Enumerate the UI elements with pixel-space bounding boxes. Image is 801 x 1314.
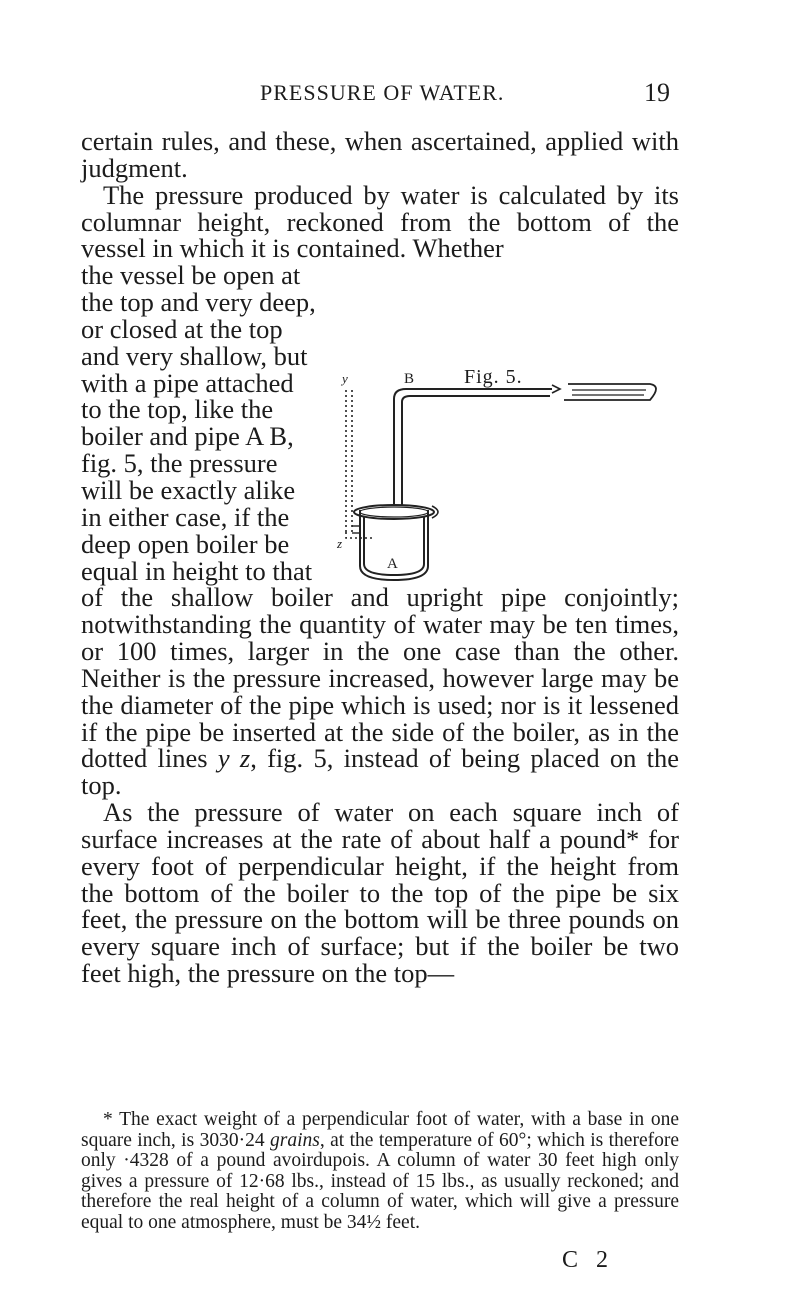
narrow-line: the top and very deep, <box>81 287 316 318</box>
paragraph-2-continued <box>81 584 679 799</box>
footnote-part-1: * The exact weight of a perpendicular foot of water, with a base in one square inch, is 3030·24 <box>81 1109 679 1151</box>
footnote-text <box>81 1110 679 1234</box>
narrow-text-block <box>81 262 333 584</box>
dotted-lines-label: y z <box>217 743 251 774</box>
label-b: B <box>404 371 415 387</box>
footnote-part-2: , at the temperature of 60°; which is therefore only ·4328 of a pound avoirdupois. A column of water 30 feet high only gives a pressure of 12·68 lbs., instead of 15 lbs., as usually reckoned; and therefore the real height of a column of water, which will give a pressure equal to one atmosphere, must be 34½ feet. <box>81 1129 680 1233</box>
narrow-line: or closed at the top <box>81 313 283 344</box>
paragraph-2-end: , fig. 5, instead of being placed on the top. <box>81 743 679 801</box>
footnote-grains: grains <box>270 1129 320 1151</box>
page-number: 19 <box>644 78 670 107</box>
paragraph-2-intro: The pressure produced by water is calculated by its columnar height, reckoned from the bottom of the vessel in which it is contained. Whether <box>81 179 679 264</box>
boiler-pipe-figure <box>332 366 677 586</box>
paragraph-2-text: of the shallow boiler and upright pipe conjointly; notwithstanding the quantity of water may be ten times, or 100 times, larger in the one case than the other. Neither is the pressure increased, however large may be the diameter of the pipe which is used; nor is it lessened if the pipe be inserted at the side of the boiler, as in the dotted lines <box>81 582 679 774</box>
footnote <box>81 1110 679 1234</box>
narrow-line: to the top, like the <box>81 394 274 425</box>
narrow-line: will be exactly alike <box>81 474 296 505</box>
label-y: y <box>342 371 348 386</box>
narrow-line: equal in height to that <box>81 555 313 586</box>
running-head <box>0 80 801 110</box>
signature-mark: C 2 <box>562 1247 615 1273</box>
figure-caption: Fig. 5. <box>464 366 523 388</box>
narrow-line: fig. 5, the pressure <box>81 448 278 479</box>
narrow-line: deep open boiler be <box>81 528 290 559</box>
narrow-line: and very shallow, but <box>81 340 308 371</box>
label-a: A <box>387 556 398 572</box>
narrow-line: boiler and pipe A B, <box>81 421 294 452</box>
running-title: PRESSURE OF WATER. <box>260 80 505 105</box>
paragraph-1: certain rules, and these, when ascertained, applied with judgment. <box>81 126 679 183</box>
paragraph-3: As the pressure of water on each square inch of surface increases at the rate of about half a pound* for every foot of perpendicular height, if the height from the bottom of the boiler to the top of the pipe be six feet, the pressure on the bottom will be three pounds on every square inch of surface; but if the boiler be two feet high, the pressure on the top— <box>81 797 679 989</box>
label-z: z <box>337 536 343 551</box>
narrow-line: in either case, if the <box>81 501 290 532</box>
narrow-line: the vessel be open at <box>81 260 301 291</box>
narrow-line: with a pipe attached <box>81 367 294 398</box>
